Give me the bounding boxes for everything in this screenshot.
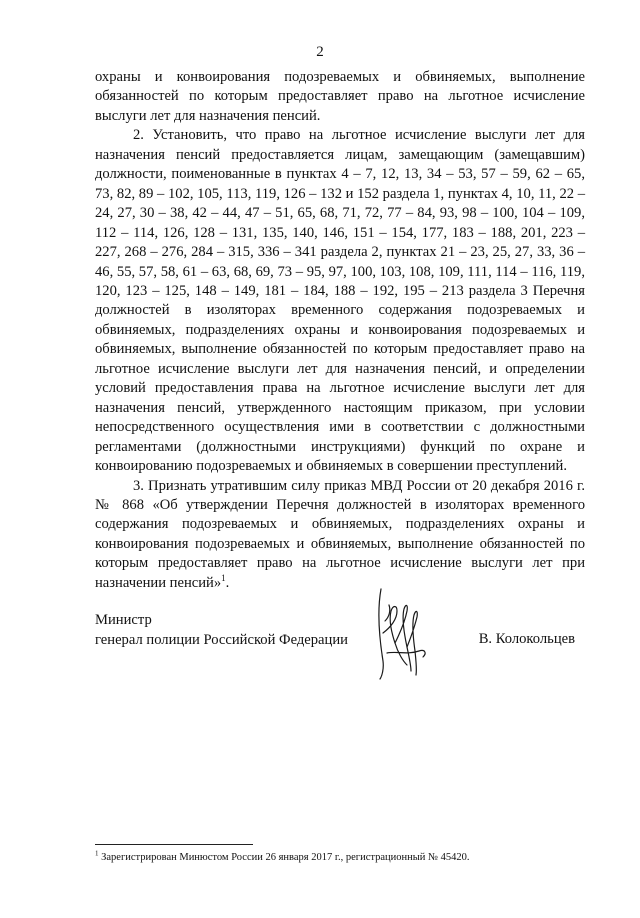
document-body bbox=[95, 68, 585, 593]
footnote-mark: 1 bbox=[95, 849, 99, 858]
page-number: 2 bbox=[316, 44, 324, 60]
signatory-position bbox=[95, 611, 348, 650]
signatory-name: В. Колокольцев bbox=[478, 631, 575, 647]
signatory-position-line1: Министр bbox=[95, 612, 152, 628]
paragraph-continuation: охраны и конвоирования подозреваемых и обвиняемых, выполнение обязанностей по которым предоставляет право на льготное исчисление выслуги лет для назначения пенсий. bbox=[95, 69, 585, 124]
signatory-position-line2: генерал полиции Российской Федерации bbox=[95, 631, 348, 648]
footnote-divider bbox=[95, 844, 253, 845]
footnote bbox=[95, 851, 595, 864]
paragraph-3-end: . bbox=[225, 574, 230, 591]
handwritten-signature bbox=[367, 581, 437, 681]
signature-block bbox=[95, 611, 585, 681]
footnote-reference: 1 bbox=[221, 572, 226, 583]
footnote-text: Зарегистрирован Минюстом России 26 января 2017 г., регистрационный № 45420. bbox=[98, 852, 470, 863]
paragraph-3-text: 3. Признать утратившим силу приказ МВД России от 20 декабря 2016 г. № 868 «Об утверждении Перечня должностей в изоляторах временного содержания подозреваемых и обвиняемых, подразделениях охраны и конвоирования подозреваемых и обвиняемых, выполнение обязанностей по которым предоставляет право на льготное исчисление выслуги лет при назначении пенсий» bbox=[95, 477, 585, 591]
paragraph-2: 2. Установить, что право на льготное исчисление выслуги лет для назначения пенсий предоставляется лицам, замещающим (замещавшим) должности, поименованные в пунктах 4 – 7, 12, 13, 34 – 53, 57 – 59, 62 – 65, 73, 82, 89 – 102, 105, 113, 119, 126 – 132 и 152 раздела 1, пунктах 4, 10, 11, 22 – 24, 27, 30 – 38, 42 – 44, 47 – 51, 65, 68, 71, 72, 77 – 84, 93, 98 – 100, 104 – 109, 112 – 114, 126, 128 – 131, 135, 140, 146, 151 – 154, 177, 183 – 188, 201, 223 – 227, 268 – 276, 284 – 315, 336 – 341 раздела 2, пунктах 21 – 23, 25, 27, 33, 36 – 46, 55, 57, 58, 61 – 63, 68, 69, 73 – 95, 97, 100, 103, 108, 109, 111, 114 – 116, 119, 120, 123 – 125, 148 – 149, 181 – 184, 188 – 192, 195 – 213 раздела 3 Перечня должностей в изоляторах временного содержания подозреваемых и обвиняемых, подразделениях охраны и конвоирования подозреваемых и обвиняемых, выполнение обязанностей по которым предоставляет право на льготное исчисление выслуги лет для назначения пенсий, и определении условий предоставления права на льготное исчисление выслуги лет для назначения пенсий, утвержденного настоящим приказом, при условии непосредственного осуществления ими в соответствии с должностными регламентами (должностными инструкциями) функций по охране и конвоированию подозреваемых и обвиняемых в совершении преступлений. bbox=[95, 127, 586, 475]
paragraph-3 bbox=[95, 477, 585, 594]
